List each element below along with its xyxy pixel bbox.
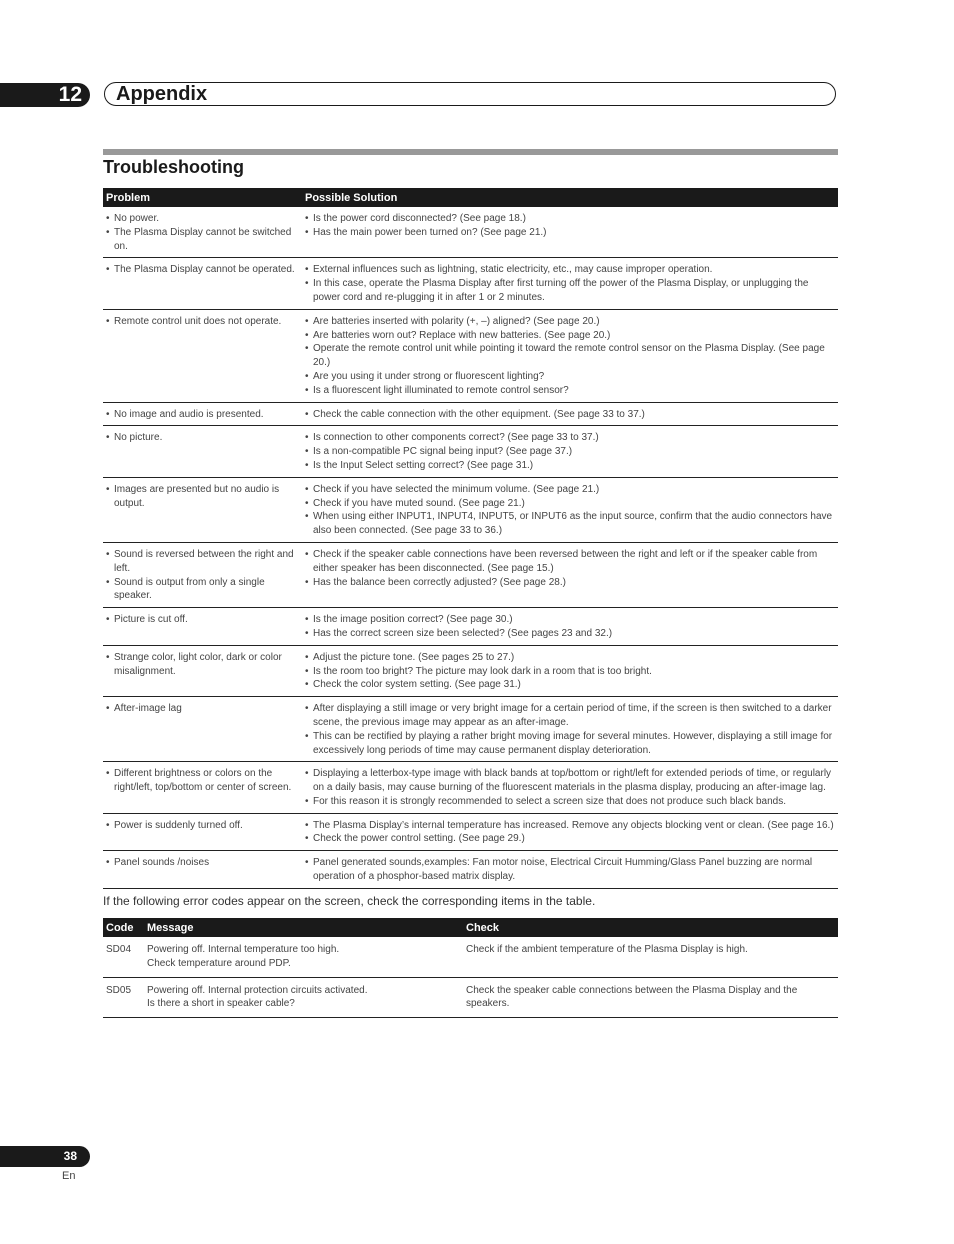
- error-message-cell: [144, 937, 463, 977]
- problem-cell: [103, 542, 302, 607]
- problem-list: [106, 819, 299, 833]
- troubleshooting-row: [103, 309, 838, 402]
- problem-cell: [103, 258, 302, 309]
- solution-item: • Operate the remote control unit while pointing it toward the remote control sensor on the Plasma Display. (See page 20.): [305, 342, 835, 370]
- problem-item: • No picture.: [106, 431, 299, 445]
- problem-list: [106, 408, 299, 422]
- solution-item: • When using either INPUT1, INPUT4, INPUT5, or INPUT6 as the input source, confirm that the audio connectors have also been connected. (See page 33 to 36.): [305, 510, 835, 538]
- problem-cell: [103, 207, 302, 258]
- problem-item: • The Plasma Display cannot be switched on.: [106, 226, 299, 254]
- problem-list: [106, 483, 299, 511]
- problem-cell: [103, 697, 302, 762]
- solution-item: • Is connection to other components correct? (See page 33 to 37.): [305, 431, 835, 445]
- problem-item: • Sound is output from only a single speaker.: [106, 576, 299, 604]
- language-label: En: [62, 1170, 76, 1182]
- problem-list: [106, 263, 299, 277]
- solution-list: [305, 856, 835, 884]
- solution-item: • Check the power control setting. (See page 29.): [305, 832, 835, 846]
- solution-cell: [302, 542, 838, 607]
- problem-cell: [103, 813, 302, 851]
- page-number-tab: [0, 1146, 90, 1167]
- solution-item: • Is the image position correct? (See page 30.): [305, 613, 835, 627]
- code-column-header: Code: [103, 918, 144, 937]
- solution-column-header: Possible Solution: [302, 188, 838, 207]
- section-title: Troubleshooting: [103, 157, 244, 177]
- solution-cell: [302, 645, 838, 696]
- troubleshooting-row: [103, 207, 838, 258]
- solution-item: • Has the balance been correctly adjusted? (See page 28.): [305, 576, 835, 590]
- solution-item: • Is the room too bright? The picture may look dark in a room that is too bright.: [305, 665, 835, 679]
- solution-item: • Is a non-compatible PC signal being input? (See page 37.): [305, 445, 835, 459]
- solution-item: • Adjust the picture tone. (See pages 25 to 27.): [305, 651, 835, 665]
- troubleshooting-body: [103, 207, 838, 888]
- solution-list: [305, 263, 835, 304]
- solution-item: • Check if you have muted sound. (See page 21.): [305, 497, 835, 511]
- solution-list: [305, 767, 835, 808]
- problem-item: • Strange color, light color, dark or color misalignment.: [106, 651, 299, 679]
- error-message-line: Powering off. Internal temperature too high.: [147, 944, 340, 955]
- solution-cell: [302, 477, 838, 542]
- error-check-cell: Check the speaker cable connections between the Plasma Display and the speakers.: [463, 977, 838, 1018]
- error-code-row: [103, 937, 838, 977]
- problem-item: • Picture is cut off.: [106, 613, 299, 627]
- problem-cell: [103, 309, 302, 402]
- chapter-number: 12: [58, 83, 82, 106]
- solution-cell: [302, 309, 838, 402]
- error-message-cell: [144, 977, 463, 1018]
- solution-item: • Panel generated sounds,examples: Fan motor noise, Electrical Circuit Humming/Glass Panel buzzing are normal operation of a phosphor-based matrix display.: [305, 856, 835, 884]
- problem-cell: [103, 645, 302, 696]
- solution-list: [305, 212, 835, 240]
- solution-cell: [302, 608, 838, 646]
- solution-item: • Has the correct screen size been selected? (See pages 23 and 32.): [305, 627, 835, 641]
- problem-list: [106, 702, 299, 716]
- solution-cell: [302, 426, 838, 477]
- problem-item: • Different brightness or colors on the right/left, top/bottom or center of screen.: [106, 767, 299, 795]
- solution-list: [305, 431, 835, 472]
- solution-cell: [302, 813, 838, 851]
- problem-item: • Remote control unit does not operate.: [106, 315, 299, 329]
- problem-cell: [103, 851, 302, 889]
- problem-item: • The Plasma Display cannot be operated.: [106, 263, 299, 277]
- problem-list: [106, 767, 299, 795]
- error-codes-header-row: [103, 918, 838, 937]
- troubleshooting-row: [103, 402, 838, 426]
- message-column-header: Message: [144, 918, 463, 937]
- problem-list: [106, 315, 299, 329]
- solution-cell: [302, 402, 838, 426]
- solution-cell: [302, 762, 838, 813]
- troubleshooting-row: [103, 813, 838, 851]
- chapter-title-box: [104, 82, 836, 106]
- solution-item: • After displaying a still image or very bright image for a certain period of time, if the screen is then switched to a darker scene, the previous image may appear as an after-image.: [305, 702, 835, 730]
- solution-cell: [302, 697, 838, 762]
- solution-item: • External influences such as lightning, static electricity, etc., may cause improper operation.: [305, 263, 835, 277]
- problem-item: • Images are presented but no audio is output.: [106, 483, 299, 511]
- solution-item: • Displaying a letterbox-type image with black bands at top/bottom or right/left for extended periods of time, or regularly on a daily basis, may cause burning of the fluorescent materials in the plasma display, producing an after-image lag.: [305, 767, 835, 795]
- solution-list: [305, 408, 835, 422]
- error-codes-intro: If the following error codes appear on the screen, check the corresponding items in the table.: [103, 894, 596, 908]
- solution-cell: [302, 207, 838, 258]
- solution-list: [305, 819, 835, 847]
- problem-column-header: Problem: [103, 188, 302, 207]
- error-codes-body: [103, 937, 838, 1018]
- troubleshooting-header-row: [103, 188, 838, 207]
- solution-item: • Check the cable connection with the other equipment. (See page 33 to 37.): [305, 408, 835, 422]
- problem-cell: [103, 402, 302, 426]
- troubleshooting-row: [103, 608, 838, 646]
- solution-item: • Check the color system setting. (See page 31.): [305, 678, 835, 692]
- troubleshooting-row: [103, 426, 838, 477]
- problem-item: • Sound is reversed between the right and left.: [106, 548, 299, 576]
- solution-list: [305, 613, 835, 641]
- solution-item: • For this reason it is strongly recommended to select a screen size that does not produce such black bands.: [305, 795, 835, 809]
- page-number: 38: [63, 1149, 77, 1163]
- problem-item: • Power is suddenly turned off.: [106, 819, 299, 833]
- troubleshooting-row: [103, 477, 838, 542]
- troubleshooting-table: [103, 188, 838, 889]
- problem-cell: [103, 477, 302, 542]
- problem-list: [106, 856, 299, 870]
- troubleshooting-row: [103, 258, 838, 309]
- solution-item: • Check if the speaker cable connections have been reversed between the right and left or if the speaker cable from either speaker has been disconnected. (See page 15.): [305, 548, 835, 576]
- error-message-line: Powering off. Internal protection circuits activated.: [147, 984, 368, 996]
- solution-item: • This can be rectified by playing a rather bright moving image for several minutes. However, displaying a still image for excessively long periods of time may cause permanent display deterioration.: [305, 730, 835, 758]
- problem-item: • No image and audio is presented.: [106, 408, 299, 422]
- problem-list: [106, 548, 299, 603]
- solution-item: • Are you using it under strong or fluorescent lighting?: [305, 370, 835, 384]
- solution-list: [305, 651, 835, 692]
- problem-item: • After-image lag: [106, 702, 299, 716]
- solution-list: [305, 548, 835, 589]
- error-code-cell: SD05: [103, 977, 144, 1018]
- solution-item: • Are batteries worn out? Replace with new batteries. (See page 20.): [305, 329, 835, 343]
- chapter-title: Appendix: [116, 83, 208, 105]
- solution-cell: [302, 258, 838, 309]
- problem-cell: [103, 426, 302, 477]
- problem-list: [106, 212, 299, 253]
- solution-item: • Is a fluorescent light illuminated to remote control sensor?: [305, 384, 835, 398]
- error-code-row: [103, 977, 838, 1018]
- troubleshooting-row: [103, 851, 838, 889]
- problem-item: • No power.: [106, 212, 299, 226]
- solution-item: • Is the power cord disconnected? (See page 18.): [305, 212, 835, 226]
- troubleshooting-row: [103, 762, 838, 813]
- solution-item: • Check if you have selected the minimum volume. (See page 21.): [305, 483, 835, 497]
- problem-cell: [103, 762, 302, 813]
- solution-item: • Has the main power been turned on? (See page 21.): [305, 226, 835, 240]
- troubleshooting-row: [103, 645, 838, 696]
- problem-item: • Panel sounds /noises: [106, 856, 299, 870]
- solution-item: • Are batteries inserted with polarity (+, –) aligned? (See page 20.): [305, 315, 835, 329]
- error-message-line: Check temperature around PDP.: [147, 957, 291, 969]
- problem-list: [106, 431, 299, 445]
- solution-item: • In this case, operate the Plasma Display after first turning off the power of the Plasma Display, or unplugging the power cord and re-plugging it in after 1 or 2 minutes.: [305, 277, 835, 305]
- solution-item: • The Plasma Display’s internal temperature has increased. Remove any objects blocking vent or clean. (See page 16.): [305, 819, 835, 833]
- error-codes-table: [103, 918, 838, 1018]
- check-column-header: Check: [463, 918, 838, 937]
- troubleshooting-row: [103, 542, 838, 607]
- solution-list: [305, 702, 835, 757]
- solution-list: [305, 315, 835, 398]
- solution-cell: [302, 851, 838, 889]
- solution-item: • Is the Input Select setting correct? (See page 31.): [305, 459, 835, 473]
- problem-list: [106, 613, 299, 627]
- error-check-cell: Check if the ambient temperature of the Plasma Display is high.: [463, 937, 838, 977]
- error-message-line: Is there a short in speaker cable?: [147, 998, 295, 1010]
- chapter-number-tab: [0, 83, 90, 107]
- troubleshooting-row: [103, 697, 838, 762]
- error-code-cell: SD04: [103, 937, 144, 977]
- solution-list: [305, 483, 835, 538]
- problem-list: [106, 651, 299, 679]
- problem-cell: [103, 608, 302, 646]
